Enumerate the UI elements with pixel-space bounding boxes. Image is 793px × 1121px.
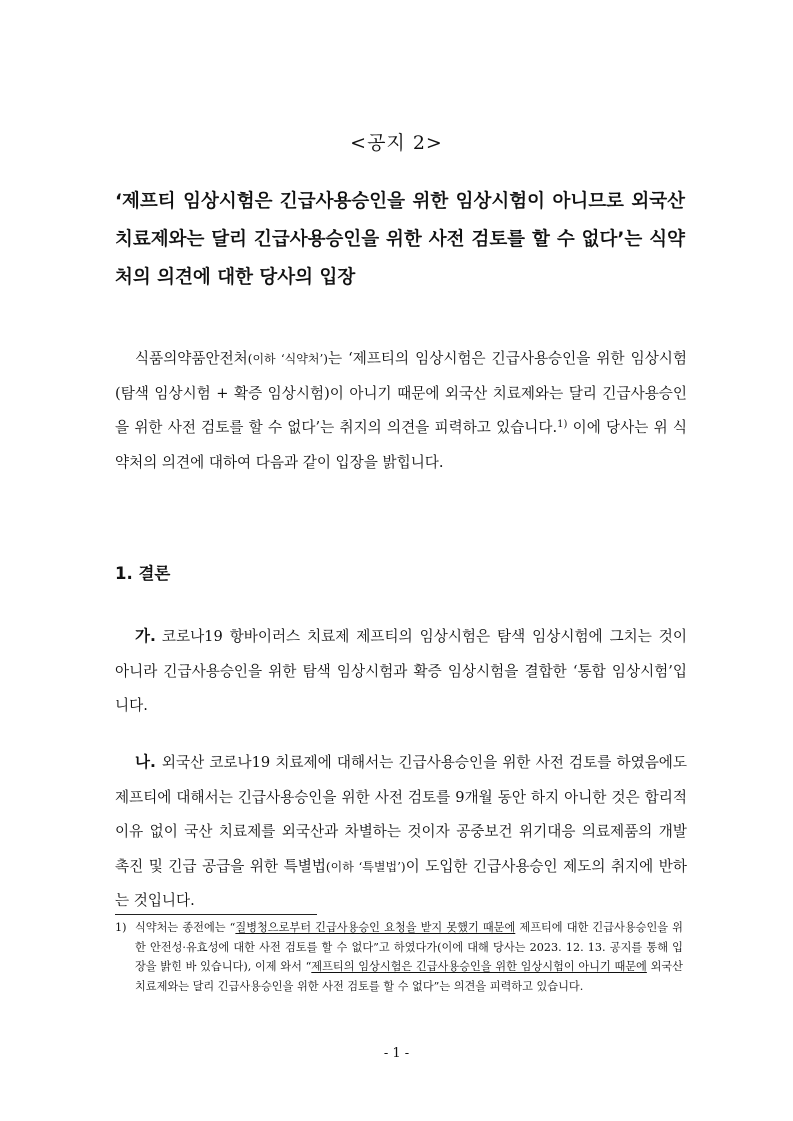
paragraph-na-alias: (이하 ‘특별법’) bbox=[325, 859, 406, 874]
paragraph-na-text1: 외국산 코로나19 치료제에 대해서는 긴급사용승인을 위한 사전 검토를 하였음에도 제프티에 대해서는 긴급사용승인을 위한 사전 검토를 9개월 동안 하지 아니한 것은 합리적 이유 없이 국산 치료제를 외국산과 차별하는 것이자 공중보건 위기대응 의료제품의 개발 촉진 및 긴급 공급을 위한 특별법 bbox=[115, 754, 687, 875]
footnote-reference[interactable]: 1) bbox=[557, 419, 568, 430]
section-heading: 1. 결론 bbox=[115, 564, 171, 583]
footnote-number: 1) bbox=[115, 921, 127, 934]
paragraph-na-marker: 나. bbox=[135, 753, 156, 771]
footnote-underline2: 제프티의 임상시험은 긴급사용승인을 위한 임상시험이 아니기 때문에 bbox=[311, 960, 647, 973]
footnote-underline1: 질병청으로부터 긴급사용승인 요청을 받지 못했기 때문에 bbox=[235, 921, 516, 934]
footnote-text3: 외국산 치료제와는 달리 긴급사용승인을 위한 사전 검토를 할 수 없다”는 의견을 피력하고 있습니다. bbox=[135, 960, 683, 993]
notice-title: <공지 2> bbox=[350, 132, 443, 154]
intro-part2: 는 ‘제프티의 임상시험은 긴급사용승인을 위한 임상시험(탐색 임상시험 + 확증 임상시험)이 아니기 때문에 외국산 치료제와는 달리 긴급사용승인을 위한 사전 검토를 할 수 없다’는 취지의 의견을 피력하고 있습니다. bbox=[115, 350, 687, 436]
paragraph-ga bbox=[115, 619, 687, 724]
intro-part1: 식품의약품안전처 bbox=[135, 350, 248, 367]
intro-alias: (이하 ‘식약처’) bbox=[247, 352, 328, 366]
page-number: - 1 - bbox=[383, 1046, 410, 1061]
paragraph-na-text2: 이 도입한 긴급사용승인 제도의 취지에 반하는 것입니다. bbox=[115, 857, 687, 909]
paragraph-ga-marker: 가. bbox=[135, 627, 156, 645]
paragraph-ga-text: 코로나19 항바이러스 치료제 제프티의 임상시험은 탐색 임상시험에 그치는 것이 아니라 긴급사용승인을 위한 탐색 임상시험과 확증 임상시험을 결합한 ‘통합 임상시험’입니다. bbox=[115, 628, 687, 714]
footnote-text2: 제프티에 대한 긴급사용승인을 위한 안전성·유효성에 대한 사전 검토를 할 수 없다”고 하였다가(이에 대해 당사는 2023. 12. 13. 공지를 통해 입장을 밝힌 바 있습니다), 이제 와서 “ bbox=[135, 921, 683, 973]
footnote-divider bbox=[115, 914, 317, 915]
intro-paragraph bbox=[115, 342, 687, 480]
headline: ‘제프티 임상시험은 긴급사용승인을 위한 임상시험이 아니므로 외국산 치료제와는 달리 긴급사용승인을 위한 사전 검토를 할 수 없다’는 식약처의 의견에 대한 당사의 입장 bbox=[115, 191, 685, 288]
footnote bbox=[115, 918, 683, 996]
footnote-text1: 식약처는 종전에는 “ bbox=[135, 921, 236, 934]
paragraph-na bbox=[115, 745, 687, 919]
footnote-body bbox=[135, 918, 683, 996]
footnote-row bbox=[115, 918, 683, 996]
intro-part3: 이에 당사는 위 식약처의 의견에 대하여 다음과 같이 입장을 밝힙니다. bbox=[115, 419, 687, 471]
